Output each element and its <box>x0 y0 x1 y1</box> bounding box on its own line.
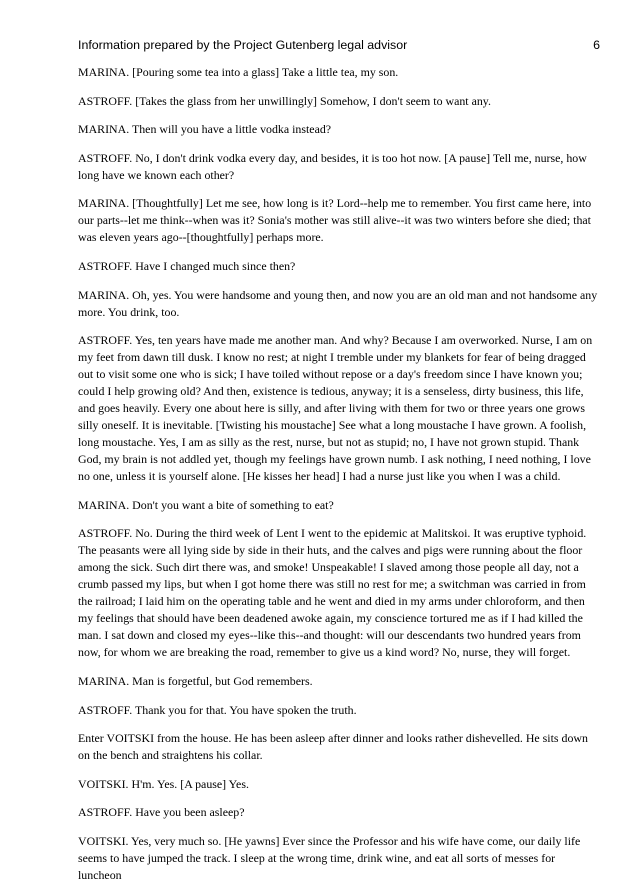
page-number: 6 <box>593 38 600 52</box>
document-body <box>78 64 600 896</box>
paragraph: MARINA. Then will you have a little vodka instead? <box>78 122 332 137</box>
paragraph: Enter VOITSKI from the house. He has been asleep after dinner and looks rather dishevelled. He sits down on the bench and straightens his collar. <box>78 731 588 763</box>
paragraph: ASTROFF. Have I changed much since then? <box>78 258 296 273</box>
paragraph: VOITSKI. Yes, very much so. [He yawns] Ever since the Professor and his wife have come, our daily life seems to have jumped the track. I sleep at the wrong time, drink wine, and eat all sorts of messes for luncheon <box>78 833 581 882</box>
header-title: Information prepared by the Project Gutenberg legal advisor <box>78 38 408 52</box>
paragraph: MARINA. [Pouring some tea into a glass] Take a little tea, my son. <box>78 65 399 79</box>
paragraph: ASTROFF. No, I don't drink vodka every day, and besides, it is too hot now. [A pause] Tell me, nurse, how long have we known each other? <box>78 150 587 182</box>
paragraph: ASTROFF. Yes, ten years have made me another man. And why? Because I am overworked. Nurse, I am on my feet from dawn till dusk. I know no rest; at night I tremble under my blankets for fear of being dragged out to visit some one who is sick; I have toiled without repose or a day's freedom since I have known you; could I help growing old? And then, existence is tedious, anyway; it is a senseless, dirty business, this life, and goes heavily. Every one about here is silly, and after living with them for two or three years one grows silly oneself. It is inevitable. [Twisting his moustache] See what a long moustache I have grown. A foolish, long moustache. Yes, I am as silly as the rest, nurse, but not as stupid; no, I have not grown stupid. Thank God, my brain is not addled yet, though my feelings have grown numb. I ask nothing, I need nothing, I love no one, unless it is yourself alone. [He kisses her head] I had a nurse just like you when I was a child. <box>78 333 593 484</box>
paragraph: ASTROFF. [Takes the glass from her unwillingly] Somehow, I don't seem to want any. <box>78 93 491 108</box>
paragraph: ASTROFF. Thank you for that. You have spoken the truth. <box>78 702 357 717</box>
paragraph: VOITSKI. H'm. Yes. [A pause] Yes. <box>78 776 249 791</box>
paragraph: MARINA. [Thoughtfully] Let me see, how long is it? Lord--help me to remember. You first came here, into our parts--let me think--when was it? Sonia's mother was still alive--it was two winters before she died; that was eleven years ago--[thoughtfully] perhaps more. <box>78 196 592 245</box>
paragraph: ASTROFF. Have you been asleep? <box>78 805 245 820</box>
paragraph: MARINA. Don't you want a bite of something to eat? <box>78 497 334 512</box>
paragraph: ASTROFF. No. During the third week of Lent I went to the epidemic at Malitskoi. It was eruptive typhoid. The peasants were all lying side by side in their huts, and the calves and pigs were running about the floor among the sick. Such dirt there was, and smoke! Unspeakable! I slaved among those people all day, not a crumb passed my lips, but when I got home there was still no rest for me; a switchman was carried in from the railroad; I laid him on the operating table and he went and died in my arms under chloroform, and then my feelings that should have been deadened awoke again, my conscience tortured me as if I had killed the man. I sat down and closed my eyes--like this--and thought: will our descendants two hundred years from now, for whom we are breaking the road, remember to give us a kind word? No, nurse, they will forget. <box>78 526 587 660</box>
paragraph: MARINA. Man is forgetful, but God remembers. <box>78 673 313 688</box>
paragraph: MARINA. Oh, yes. You were handsome and young then, and now you are an old man and not handsome any more. You drink, too. <box>78 287 598 319</box>
page-header <box>78 38 600 58</box>
